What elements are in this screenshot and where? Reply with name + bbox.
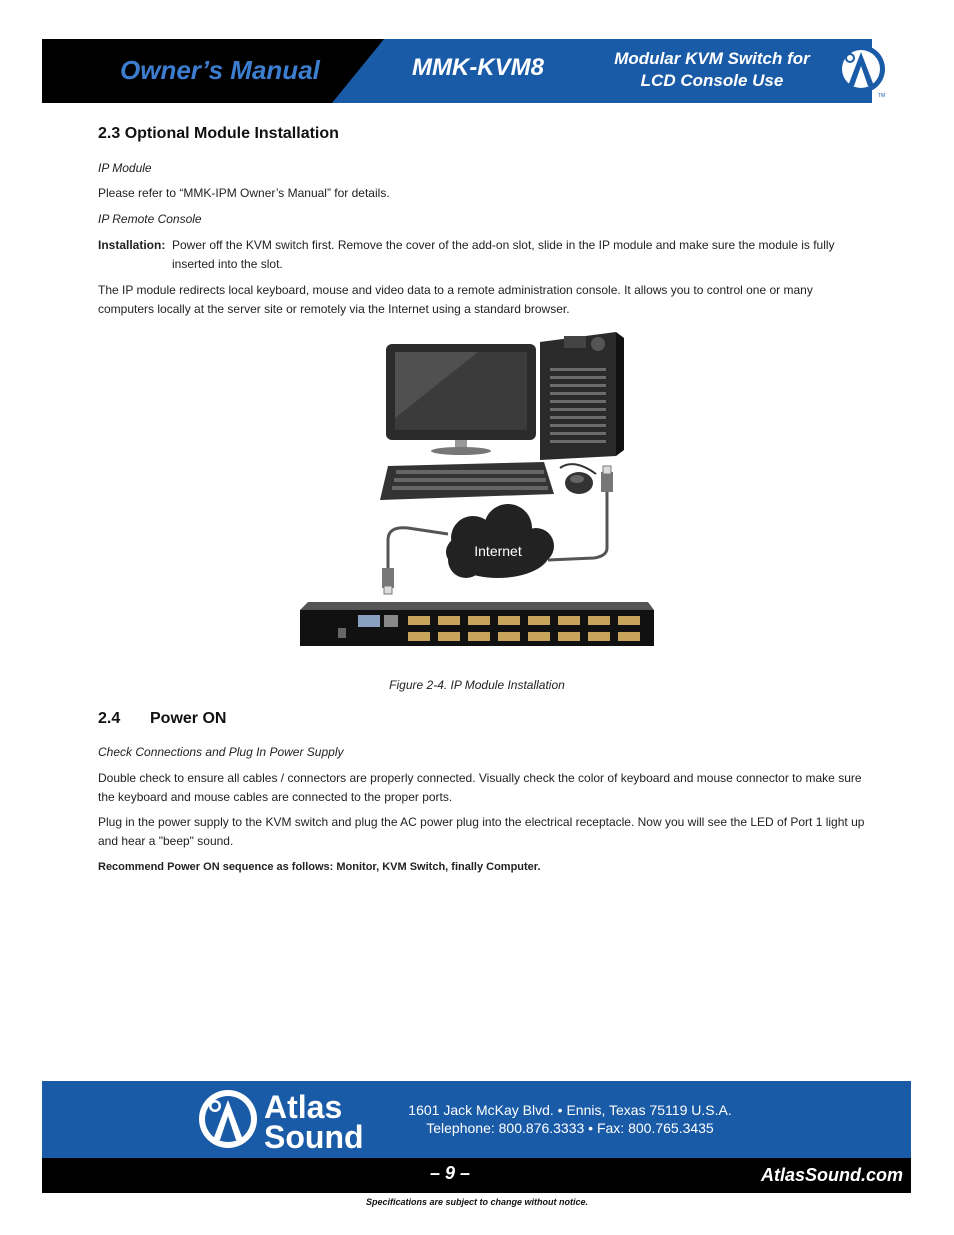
ip-module-text: Please refer to “MMK-IPM Owner’s Manual” for details. [98, 186, 390, 200]
owners-manual-title: Owner’s Manual [120, 55, 320, 85]
model-name: MMK-KVM8 [412, 54, 544, 81]
power-on-paragraph-2: Plug in the power supply to the KVM switch and plug the AC power plug into the electrical receptacle. Now you will see the LED of Port 1 light up and hear a "beep" sound. [98, 815, 865, 848]
subtitle-line-1: Modular KVM Switch for [614, 49, 810, 68]
page-number: – 9 – [430, 1163, 471, 1183]
figure-caption: Figure 2-4. IP Module Installation [389, 678, 565, 692]
mouse-icon [560, 464, 596, 494]
section-2-3-heading: 2.3 Optional Module Installation [98, 125, 339, 142]
ip-module-installation-figure [298, 328, 658, 648]
ip-remote-subheading: IP Remote Console [98, 212, 202, 226]
monitor-icon [386, 344, 536, 455]
atlas-sound-logo-icon [196, 1086, 391, 1152]
installation-label: Installation: [98, 238, 166, 252]
website-link[interactable]: AtlasSound.com [760, 1165, 903, 1185]
recommendation-text: Recommend Power ON sequence as follows: Monitor, KVM Switch, finally Computer. [98, 861, 541, 873]
installation-text: Power off the KVM switch first. Remove the cover of the add-on slot, slide in the IP module and make sure the module is fully inserted into the slot. [172, 238, 835, 271]
power-on-paragraph-1: Double check to ensure all cables / connectors are properly connected. Visually check the color of keyboard and mouse connector to make sure the keyboard and mouse cables are connected to the proper ports. [98, 771, 862, 804]
network-connector-icon [601, 466, 613, 492]
disclaimer: Specifications are subject to change without notice. [365, 1197, 589, 1207]
address-line-2: Telephone: 800.876.3333 • Fax: 800.765.3435 [426, 1120, 714, 1136]
address-line-1: 1601 Jack McKay Blvd. • Ennis, Texas 75119 U.S.A. [408, 1102, 732, 1118]
product-subtitle [562, 48, 862, 92]
ip-module-subheading: IP Module [98, 161, 152, 175]
company-address [380, 1101, 760, 1137]
network-connector-icon [382, 568, 394, 594]
power-on-recommendation [98, 858, 868, 877]
keyboard-icon [380, 462, 554, 500]
kvm-switch-icon [300, 602, 654, 646]
ip-redirect-paragraph: The IP module redirects local keyboard, mouse and video data to a remote administration console. It allows you to control one or many computers locally at the server site or remotely via the Internet using a standard browser. [98, 283, 813, 316]
section-2-4-heading-text: Power ON [150, 710, 227, 727]
internet-label: Internet [474, 543, 522, 559]
page-header [42, 39, 911, 103]
logo-word-atlas: Atlas [264, 1089, 343, 1125]
logo-word-sound: Sound [264, 1119, 364, 1152]
computer-tower-icon [540, 332, 624, 460]
logo-tm-mark: TM [878, 93, 886, 99]
atlas-logo-icon [834, 42, 892, 100]
section-2-4-heading-number: 2.4 [98, 710, 121, 727]
subtitle-line-2: LCD Console Use [640, 71, 784, 90]
check-connections-subheading: Check Connections and Plug In Power Supply [98, 745, 344, 759]
internet-cloud-icon [446, 504, 554, 578]
